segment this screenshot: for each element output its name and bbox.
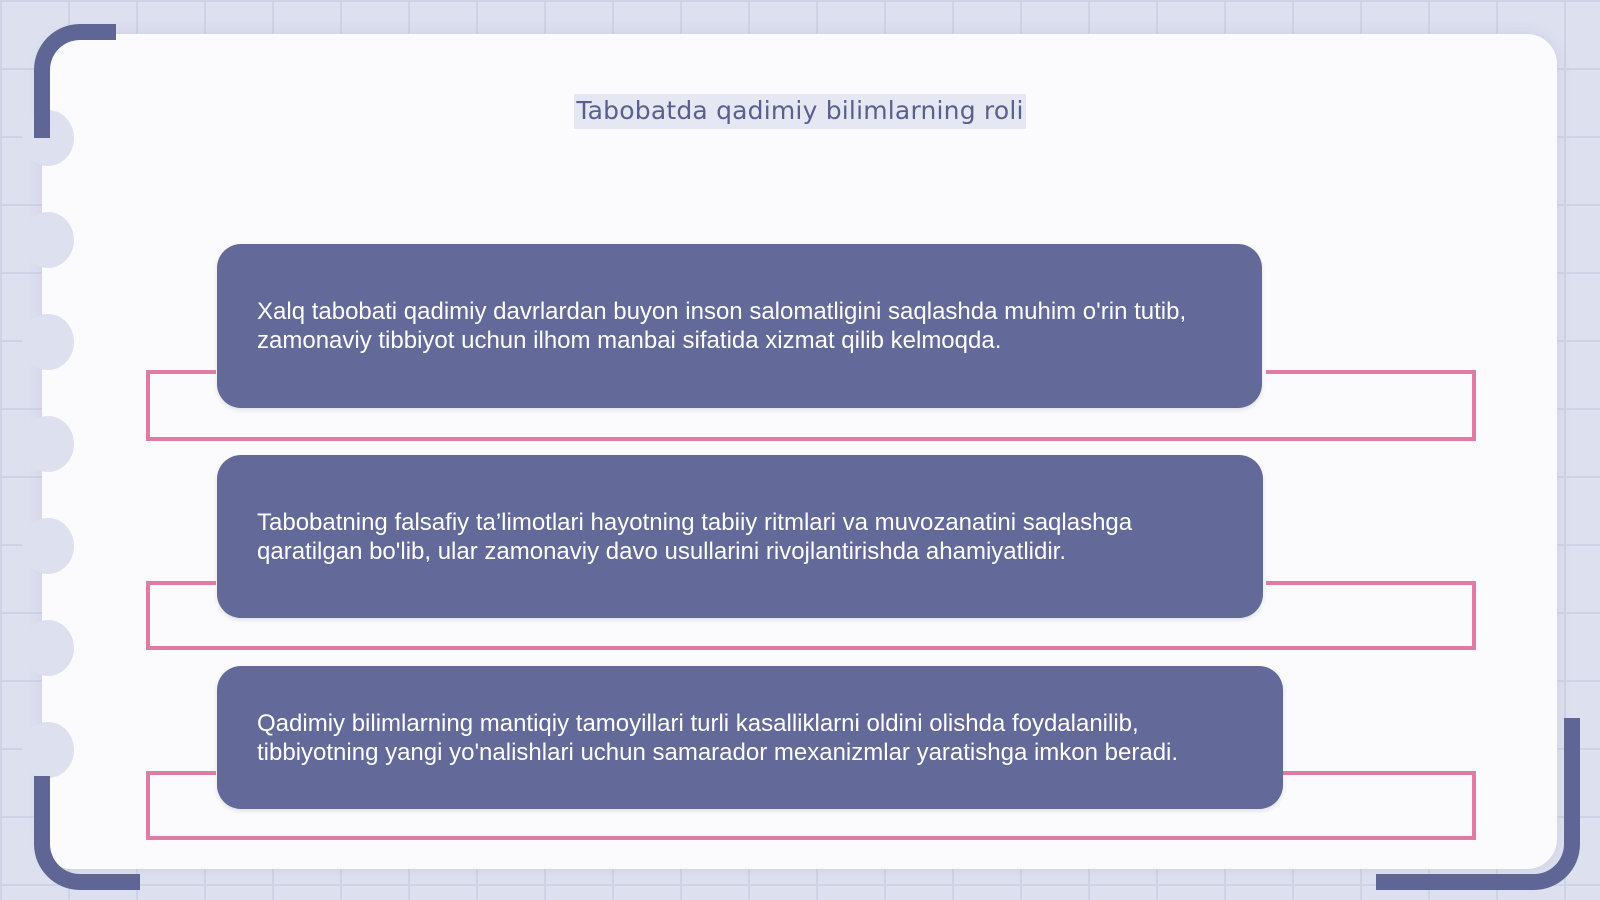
paper-notch	[22, 722, 74, 778]
paper-notch	[22, 518, 74, 574]
paper-notch	[22, 212, 74, 268]
paper-notch	[22, 416, 74, 472]
slide-title	[0, 96, 1600, 125]
corner-bracket-bottom-left	[34, 776, 140, 890]
info-card-1	[217, 244, 1262, 408]
info-card-text: Xalq tabobati qadimiy davrlardan buyon inson salomatligini saqlashda muhim o'rin tutib, zamonaviy tibbiyot uchun ilhom manbai sifatida xizmat qilib kelmoqda.	[257, 298, 1187, 354]
info-card-3	[217, 666, 1283, 809]
slide-title-text: Tabobatda qadimiy bilimlarning roli	[574, 94, 1025, 129]
info-card-text: Tabobatning falsafiy ta’limotlari hayotning tabiiy ritmlari va muvozanatini saqlashga qaratilgan bo'lib, ular zamonaviy davo usullarini rivojlantirishda ahamiyatlidir.	[257, 508, 1133, 565]
info-card-text: Qadimiy bilimlarning mantiqiy tamoyillari turli kasalliklarni oldini olishda foydalanilib, tibbiyotning yangi yo'nalishlari uchun samarador mexanizmlar yaratishga imkon beradi.	[257, 709, 1179, 766]
paper-notch	[22, 620, 74, 676]
paper-notch	[22, 314, 74, 370]
info-card-2	[217, 455, 1263, 618]
